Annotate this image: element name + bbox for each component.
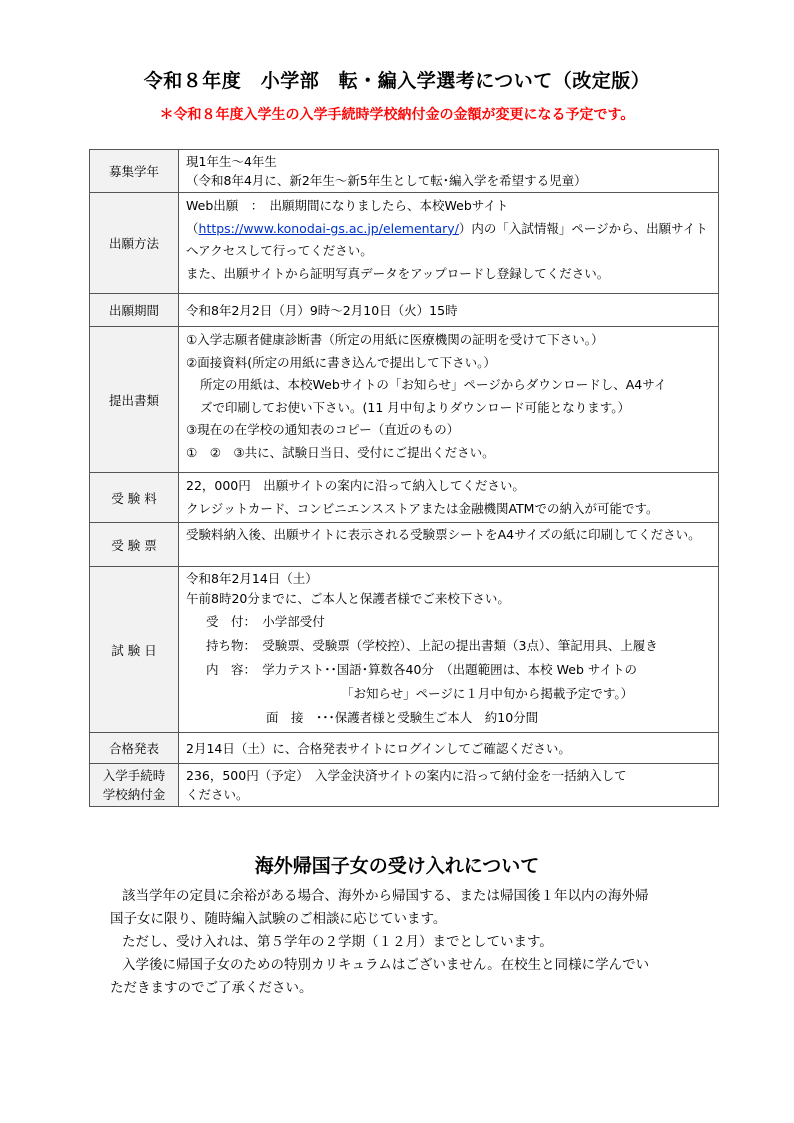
page-title: 令和８年度 小学部 転・編入学選考について（改定版）	[143, 70, 651, 92]
returnee-para-1-line-1: 該当学年の定員に余裕がある場合、海外から帰国する、または帰国後１年以内の海外帰	[122, 888, 649, 904]
row-label-method: 出願方法	[90, 193, 179, 294]
method-line-2	[186, 218, 711, 241]
table-row-payment	[90, 764, 719, 807]
url-open-paren: （	[186, 220, 199, 236]
payment-line-1: 236，500円（予定） 入学金決済サイトの案内に沿って納付金を一括納入して	[186, 768, 627, 783]
row-value-fee	[179, 473, 719, 523]
method-line-1: Web出願 ： 出願期間になりましたら、本校Webサイト	[186, 198, 509, 213]
documents-line-6: ① ② ③共に、試験日当日、受付にご提出ください。	[186, 444, 495, 460]
method-line-4: また、出願サイトから証明写真データをアップロードし登録してください。	[186, 265, 610, 281]
documents-line-2: ②面接資料(所定の用紙に書き込んで提出して下さい。）	[186, 354, 496, 370]
documents-line-3: 所定の用紙は、本校Webサイトの「お知らせ」ページからダウンロードし、A4サイ	[200, 377, 667, 392]
admission-info-table	[89, 149, 719, 807]
documents-line-5: ③現在の在学校の通知表のコピー（直近のもの）	[186, 422, 460, 437]
row-value-period	[179, 294, 719, 327]
table-row-method	[90, 193, 719, 294]
row-label-documents: 提出書類	[90, 327, 179, 473]
row-value-exam-day	[179, 567, 719, 733]
table-row-documents	[90, 327, 719, 473]
table-row-ticket	[90, 523, 719, 567]
table-row-exam-day	[90, 567, 719, 733]
row-value-documents	[179, 327, 719, 473]
grade-line-1: 現1年生～4年生	[186, 154, 277, 169]
payment-label-line-2: 学校納付金	[102, 787, 166, 802]
returnee-section-body	[110, 885, 700, 1000]
documents-line-1: ①入学志願者健康診断書（所定の用紙に医療機関の証明を受けて下さい。）	[186, 332, 604, 347]
row-label-payment	[90, 764, 179, 807]
returnee-para-3-line-1: 入学後に帰国子女のための特別カリキュラムはございません。在校生と同様に学んでい	[122, 957, 650, 973]
grade-line-2: （令和8年4月に、新2年生～新5年生として転･編入学を希望する児童）	[186, 173, 587, 188]
exam-day-line-2: 午前8時20分までに、ご本人と保護者様でご来校下さい。	[186, 591, 510, 606]
row-label-period: 出願期間	[90, 294, 179, 327]
row-label-ticket: 受 験 票	[90, 523, 179, 567]
row-value-payment	[179, 764, 719, 807]
row-value-result	[179, 733, 719, 764]
returnee-section-title: 海外帰国子女の受け入れについて	[254, 855, 540, 877]
returnee-para-3-line-2: ただきますのでご了承ください。	[110, 980, 313, 996]
row-value-method	[179, 193, 719, 294]
exam-day-line-6: 「お知らせ」ページに１月中旬から掲載予定です。）	[341, 686, 634, 701]
exam-day-line-5: 内 容： 学力テスト･･国語･算数各40分 （出題範囲は、本校 Web サイトの	[206, 662, 637, 677]
row-label-exam-day: 試 験 日	[90, 567, 179, 733]
documents-line-4: ズで印刷してお使い下さい。(11 月中旬よりダウンロード可能となります。）	[200, 399, 631, 415]
table-row-grade	[90, 150, 719, 193]
change-notice: ＊令和８年度入学生の入学手続時学校納付金の金額が変更になる予定です。	[159, 107, 635, 123]
payment-label-line-1: 入学手続時	[102, 768, 166, 783]
table-row-fee	[90, 473, 719, 523]
exam-day-line-1: 令和8年2月14日（土）	[186, 571, 318, 586]
school-website-link[interactable]: https://www.konodai-gs.ac.jp/elementary/	[198, 220, 459, 236]
row-label-grade: 募集学年	[90, 150, 179, 193]
period-text: 令和8年2月2日（月）9時～2月10日（火）15時	[186, 302, 458, 318]
exam-day-line-7: 面 接 ･･･保護者様と受験生ご本人 約10分間	[266, 710, 539, 725]
row-value-grade	[179, 150, 719, 193]
ticket-text: 受験料納入後、出願サイトに表示される受験票シートをA4サイズの紙に印刷してください。	[179, 523, 719, 567]
table-row-period	[90, 294, 719, 327]
result-text: 2月14日（土）に、合格発表サイトにログインしてご確認ください。	[186, 740, 571, 756]
exam-day-line-3: 受 付： 小学部受付	[206, 614, 325, 629]
row-label-fee: 受 験 料	[90, 473, 179, 523]
table-row-result	[90, 733, 719, 764]
row-label-result: 合格発表	[90, 733, 179, 764]
returnee-para-2: ただし、受け入れは、第５学年の２学期（１２月）までとしています。	[122, 934, 553, 950]
returnee-para-1-line-2: 国子女に限り、随時編入試験のご相談に応じています。	[110, 911, 447, 927]
url-close-text: ）内の「入試情報」ページから、出願サイト	[458, 220, 708, 236]
exam-day-line-4: 持ち物： 受験票、受験票（学校控）、上記の提出書類（3点）、筆記用具、上履き	[206, 638, 658, 653]
fee-line-2: クレジットカード、コンビニエンスストアまたは金融機関ATMでの納入が可能です。	[186, 500, 659, 516]
method-line-3: へアクセスして行ってください。	[186, 243, 373, 258]
payment-line-2: ください。	[186, 787, 249, 802]
fee-line-1: 22，000円 出願サイトの案内に沿って納入してください。	[186, 478, 525, 493]
